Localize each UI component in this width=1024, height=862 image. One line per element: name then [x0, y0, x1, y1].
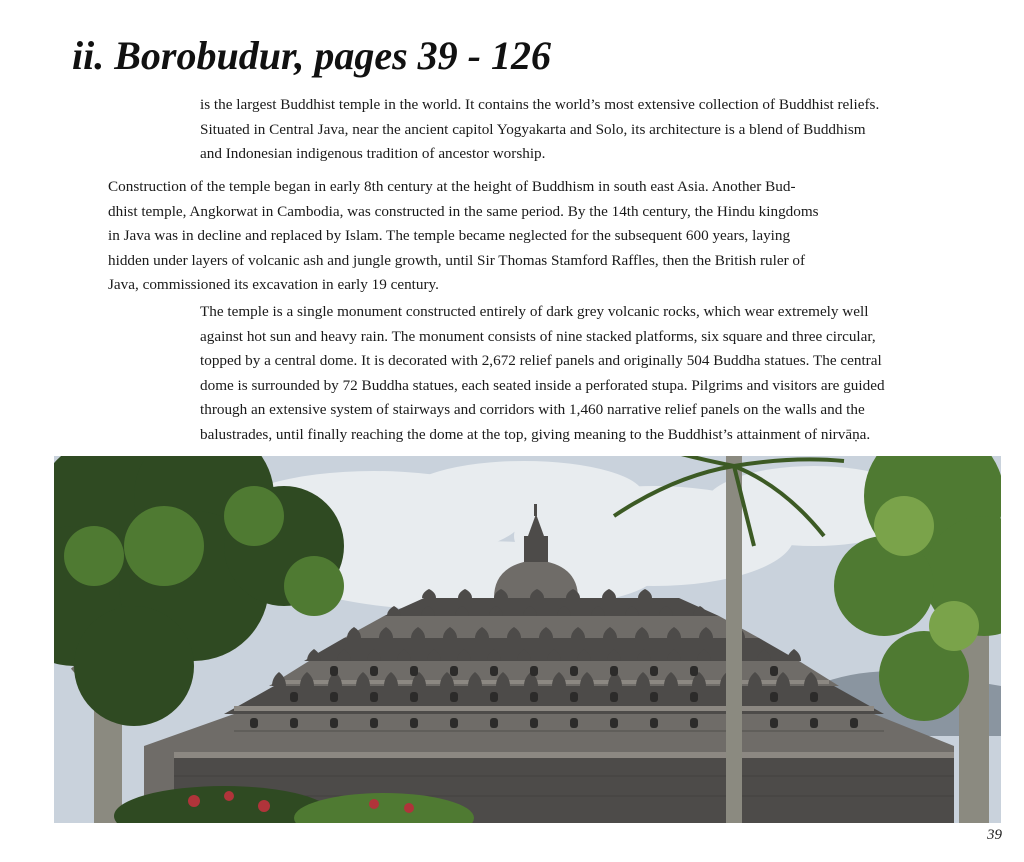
- paragraph-line: Java, commissioned its excavation in early 19 century.: [108, 276, 439, 294]
- paragraph-line: dhist temple, Angkorwat in Cambodia, was constructed in the same period. By the 14th century, the Hindu kingdoms: [108, 202, 819, 220]
- paragraph-line: is the largest Buddhist temple in the world. It contains the world’s most extensive collection of Buddhist reliefs.: [200, 96, 880, 113]
- paragraph-line: Construction of the temple began in early 8th century at the height of Buddhism in south east Asia. Another Bud-: [108, 178, 796, 195]
- paragraph-line: against hot sun and heavy rain. The monument consists of nine stacked platforms, six square and three circular,: [200, 327, 876, 345]
- paragraph-line: through an extensive system of stairways and corridors with 1,460 narrative relief panels on the walls and the: [200, 401, 865, 419]
- paragraph-structure: [200, 300, 885, 448]
- paragraph-line: hidden under layers of volcanic ash and jungle growth, until Sir Thomas Stamford Raffles, then the British ruler of: [108, 251, 806, 269]
- paragraph-line: Situated in Central Java, near the ancient capitol Yogyakarta and Solo, its architecture is a blend of Buddhism: [200, 120, 866, 138]
- page-title: ii. Borobudur, pages 39 - 126: [72, 33, 551, 78]
- paragraph-line: and Indonesian indigenous tradition of ancestor worship.: [200, 145, 546, 163]
- paragraph-intro: [200, 93, 879, 167]
- borobudur-photo: [54, 456, 1001, 823]
- page-number: 39: [987, 827, 1002, 843]
- paragraph-line: balustrades, until finally reaching the dome at the top, giving meaning to the Buddhist’s attainment of nirvāṇa.: [200, 425, 871, 443]
- paragraph-line: in Java was in decline and replaced by Islam. The temple became neglected for the subsequent 600 years, laying: [108, 227, 791, 245]
- paragraph-history: [108, 175, 819, 298]
- paragraph-line: The temple is a single monument constructed entirely of dark grey volcanic rocks, which wear extremely well: [200, 303, 869, 320]
- borobudur-illustration: [54, 456, 1001, 823]
- paragraph-line: topped by a central dome. It is decorated with 2,672 relief panels and originally 504 Buddha statues. The central: [200, 352, 882, 370]
- paragraph-line: dome is surrounded by 72 Buddha statues, each seated inside a perforated stupa. Pilgrims and visitors are guided: [200, 376, 885, 394]
